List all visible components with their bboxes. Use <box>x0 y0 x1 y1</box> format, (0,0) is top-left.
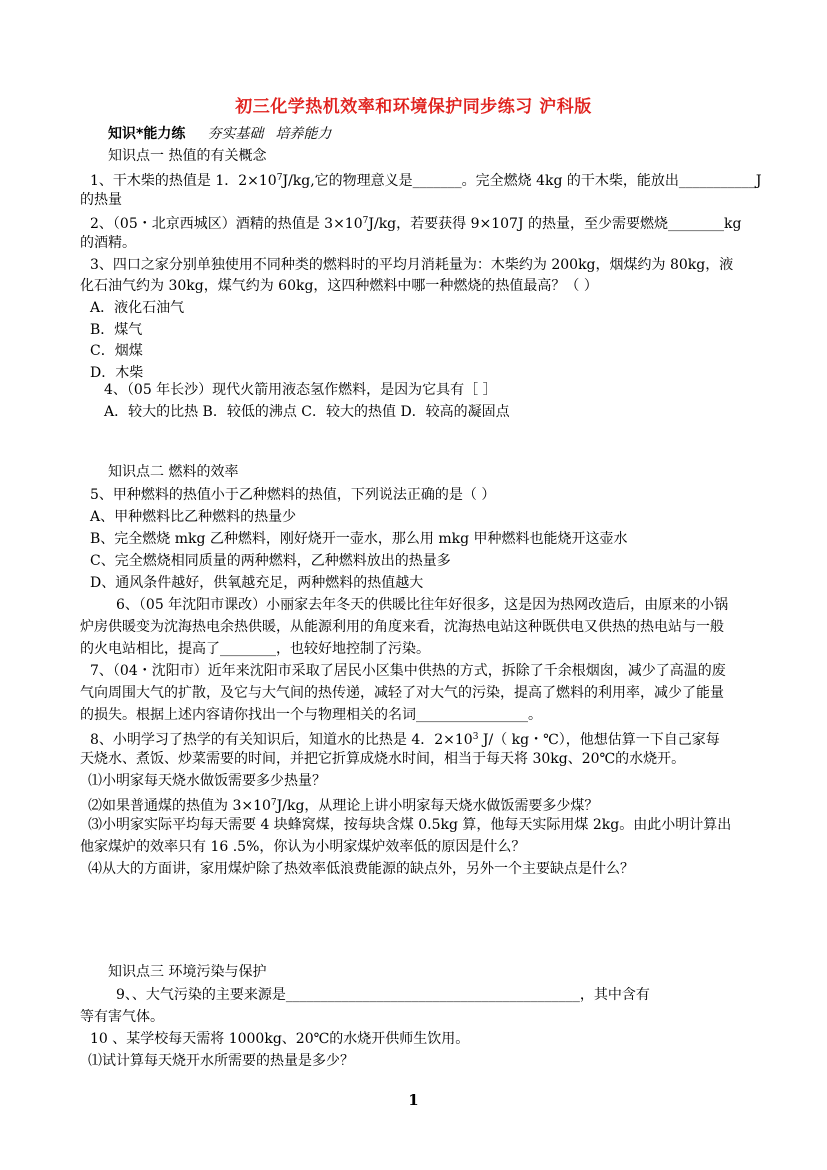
q8p2-text-b: J/kg，从理论上讲小明家每天烧水做饭需要多少煤？ <box>276 798 599 814</box>
question-4-stem: 4、（05 年长沙）现代火箭用液态氢作燃料，是因为它具有［ ］ <box>104 382 497 398</box>
question-2-line-1 <box>90 211 741 234</box>
question-7-line-3: 的损失。根据上述内容请你找出一个与物理相关的名词________________。 <box>80 707 542 723</box>
question-3-option-d: D．木柴 <box>90 365 144 381</box>
question-3-line-2: 化石油气约为 30kg，煤气约为 60kg，这四种燃料中哪一种燃烧的热值最高？（ ） <box>80 278 598 294</box>
question-10-part-1: ⑴试计算每天烧开水所需要的热量是多少？ <box>88 1053 354 1069</box>
question-6-line-3: 的火电站相比，提高了________，也较好地控制了污染。 <box>80 641 430 657</box>
q8p2-exponent: 7 <box>270 798 277 808</box>
question-7-line-1: 7、（04・沈阳市）近年来沈阳市采取了居民小区集中供热的方式，拆除了千余根烟囱，减少了高温的废 <box>90 663 726 679</box>
question-2-line-2: 的酒精。 <box>80 235 136 251</box>
q1-text-a: 1、干木柴的热值是 1．2×10 <box>90 173 277 189</box>
q1-exponent: 7 <box>276 173 283 183</box>
q2-exponent: 7 <box>362 216 369 226</box>
question-1-line-1 <box>90 168 762 191</box>
question-5-option-c: C、完全燃烧相同质量的两种燃料，乙种燃料放出的热量多 <box>90 553 451 569</box>
question-8-line-1 <box>90 727 720 750</box>
question-6-line-1: 6、（05 年沈阳市课改）小丽家去年冬天的供暖比往年好很多，这是因为热网改造后，由原来的小锅 <box>116 597 729 613</box>
section-header <box>108 124 331 144</box>
question-4-options: A．较大的比热 B．较低的沸点 C．较大的热值 D．较高的凝固点 <box>104 404 510 420</box>
question-8-part-3-line-2: 他家煤炉的效率只有 16 .5%，你认为小明家煤炉效率低的原因是什么？ <box>80 839 526 855</box>
question-9-line-1: 9、、大气污染的主要来源是__________________________________________，其中含有 <box>116 987 650 1003</box>
question-3-option-b: B．煤气 <box>90 322 143 338</box>
question-1-line-2: 的热量 <box>80 192 122 208</box>
question-8-line-2: 天烧水、煮饭、炒菜需要的时间，并把它折算成烧水时间，相当于每天将 30kg、20℃的水烧开。 <box>80 751 686 767</box>
practice-tagline-2: 培养能力 <box>275 126 332 142</box>
question-3-option-a: A．液化石油气 <box>90 300 185 316</box>
document-title: 初三化学热机效率和环境保护同步练习 沪科版 <box>235 97 592 117</box>
question-8-part-1: ⑴小明家每天烧水做饭需要多少热量？ <box>88 773 326 789</box>
q8p2-text-a: ⑵如果普通煤的热值为 3×10 <box>88 798 271 814</box>
q2-text-a: 2、（05・北京西城区）酒精的热值是 3×10 <box>90 216 363 232</box>
q2-text-b: J/kg，若要获得 9×107J 的热量，至少需要燃烧________kg <box>368 216 742 232</box>
question-8-part-4: ⑷从大的方面讲，家用煤炉除了热效率低浪费能源的缺点外，另外一个主要缺点是什么？ <box>88 861 634 877</box>
practice-label: 知识*能力练 <box>108 126 186 142</box>
knowledge-point-2: 知识点二 燃料的效率 <box>108 464 239 480</box>
question-3-option-c: C．烟煤 <box>90 343 143 359</box>
q8-text-b: J/（ kg・℃），他想估算一下自己家每 <box>478 732 720 748</box>
page-number: 1 <box>408 1091 419 1109</box>
question-8-part-3-line-1: ⑶小明家实际平均每天需要 4 块蜂窝煤，按每块含煤 0.5kg 算，他每天实际用煤 2kg。由此小明计算出 <box>88 817 732 833</box>
question-3-line-1: 3、四口之家分别单独使用不同种类的燃料时的平均月消耗量为：木柴约为 200kg，烟煤约为 80kg，液 <box>90 257 734 273</box>
q8-exponent: 3 <box>472 732 479 742</box>
question-10-stem: 10 、某学校每天需将 1000kg、20℃的水烧开供师生饮用。 <box>90 1031 470 1047</box>
knowledge-point-3: 知识点三 环境污染与保护 <box>108 964 267 980</box>
question-5-option-d: D、通风条件越好，供氧越充足，两种燃料的热值越大 <box>90 575 424 591</box>
knowledge-point-1: 知识点一 热值的有关概念 <box>108 148 267 164</box>
practice-tagline-1: 夯实基础 <box>207 126 264 142</box>
q1-text-b: J/kg,它的物理意义是_______。完全燃烧 4kg 的干木柴，能放出___________J <box>282 173 762 189</box>
question-8-part-2 <box>88 793 598 816</box>
question-6-line-2: 炉房供暖变为沈海热电余热供暖，从能源利用的角度来看，沈海热电站这种既供电又供热的热电站与一般 <box>80 619 724 635</box>
question-9-line-2: 等有害气体。 <box>80 1009 164 1025</box>
question-5-option-b: B、完全燃烧 mkg 乙种燃料，刚好烧开一壶水，那么用 mkg 甲种燃料也能烧开这壶水 <box>90 531 628 547</box>
q8-text-a: 8、小明学习了热学的有关知识后，知道水的比热是 4．2×10 <box>90 732 473 748</box>
question-7-line-2: 气向周围大气的扩散，及它与大气间的热传递，减轻了对大气的污染，提高了燃料的利用率，减少了能量 <box>80 685 724 701</box>
question-5-stem: 5、甲种燃料的热值小于乙种燃料的热值，下列说法正确的是（ ） <box>90 487 496 503</box>
question-5-option-a: A、甲种燃料比乙种燃料的热量少 <box>90 509 297 525</box>
